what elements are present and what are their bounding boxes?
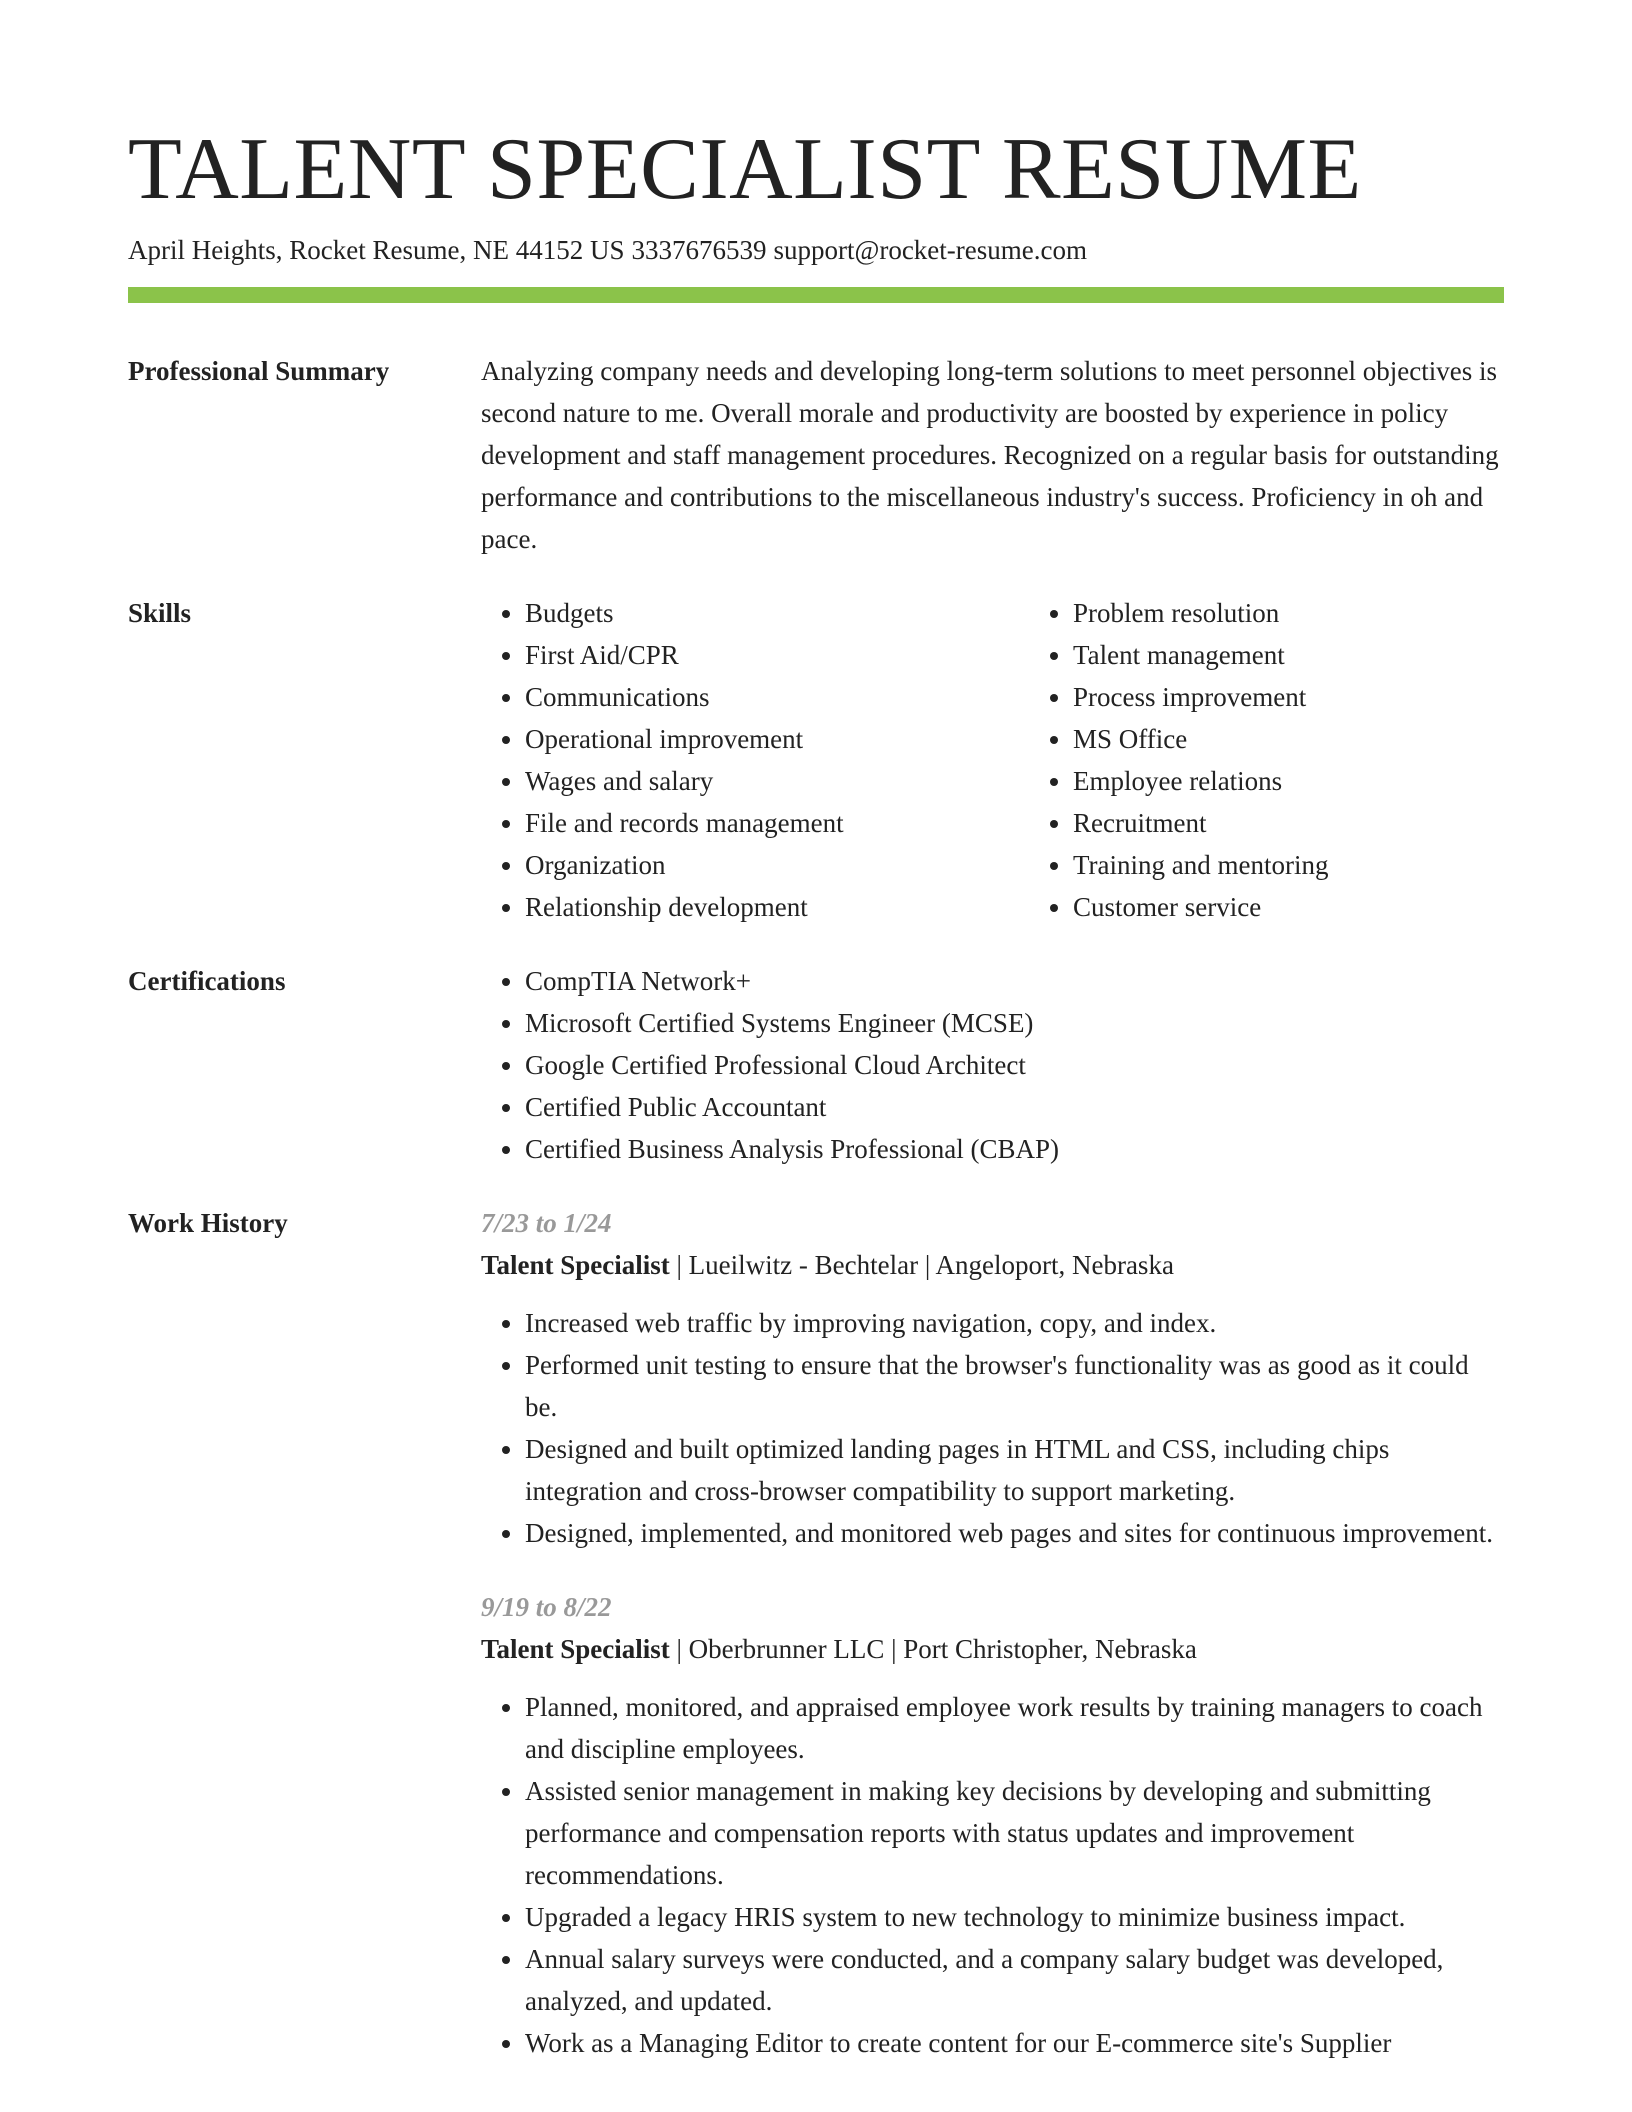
job-entry [481,1586,1504,2064]
job-dates: 9/19 to 8/22 [481,1592,612,1622]
job-bullet: • Designed and built optimized landing pages in HTML and CSS, including chips integration and cross-browser compatibility to support marketing. [525,1428,1504,1512]
skills-label: Skills [128,598,192,628]
certification-item: • Certified Business Analysis Professional (CBAP) [525,1128,1504,1170]
job-details: | Oberbrunner LLC | Port Christopher, Nebraska [669,1634,1197,1664]
skill-item: • Employee relations [1073,760,1577,802]
job-heading [481,1628,1504,1670]
skill-item: • Organization [525,844,1029,886]
job-bullet: • Work as a Managing Editor to create content for our E-commerce site's Supplier [525,2022,1504,2064]
skill-item: • First Aid/CPR [525,634,1029,676]
certifications-list [481,960,1504,1170]
skill-item: • File and records management [525,802,1029,844]
certifications-body [481,960,1504,1170]
skill-item: • MS Office [1073,718,1577,760]
job-bullet: • Planned, monitored, and appraised employee work results by training managers to coach and discipline employees. [525,1686,1504,1770]
job-bullet: • Designed, implemented, and monitored web pages and sites for continuous improvement. [525,1512,1504,1554]
job-bullets [481,1686,1504,2064]
job-bullet: • Annual salary surveys were conducted, and a company salary budget was developed, analyzed, and updated. [525,1938,1504,2022]
skill-item: • Customer service [1073,886,1577,928]
skill-item: • Operational improvement [525,718,1029,760]
work-history-body [481,1202,1504,2064]
resume-title: TALENT SPECIALIST RESUME [128,121,1362,218]
skill-item: • Training and mentoring [1073,844,1577,886]
summary-section [128,350,1504,560]
contact-line [128,232,1504,268]
job-role: Talent Specialist [481,1250,670,1280]
summary-text: Analyzing company needs and developing long-term solutions to meet personnel objectives is second nature to me. Overall morale and productivity are boosted by experience in policy development and staff management procedures. Recognized on a regular basis for outstanding performance and contributions to the miscellaneous industry's success. Proficiency in oh and pace. [481,356,1499,554]
summary-label: Professional Summary [128,356,390,386]
certification-item: • CompTIA Network+ [525,960,1504,1002]
work-history-label: Work History [128,1208,288,1238]
job-role: Talent Specialist [481,1634,670,1664]
skills-list-right [1029,592,1577,928]
skills-section [128,592,1504,928]
job-details: | Lueilwitz - Bechtelar | Angeloport, Nebraska [669,1250,1174,1280]
skill-item: • Problem resolution [1073,592,1577,634]
skill-item: • Recruitment [1073,802,1577,844]
job-bullet: • Assisted senior management in making key decisions by developing and submitting performance and compensation reports with status updates and improvement recommendations. [525,1770,1504,1896]
job-bullet: • Performed unit testing to ensure that the browser's functionality was as good as it could be. [525,1344,1504,1428]
skill-item: • Talent management [1073,634,1577,676]
job-dates: 7/23 to 1/24 [481,1208,612,1238]
job-bullets [481,1302,1504,1554]
skill-item: • Relationship development [525,886,1029,928]
skill-item: • Process improvement [1073,676,1577,718]
job-heading [481,1244,1504,1286]
skill-item: • Communications [525,676,1029,718]
contact-email: support@rocket-resume.com [773,235,1087,265]
contact-address: April Heights, Rocket Resume, NE 44152 US [128,235,625,265]
work-history-section [128,1202,1504,2064]
job-bullet: • Increased web traffic by improving navigation, copy, and index. [525,1302,1504,1344]
certification-item: • Google Certified Professional Cloud Architect [525,1044,1504,1086]
skills-list-left [481,592,1029,928]
contact-phone: 3337676539 [631,235,767,265]
skill-item: • Wages and salary [525,760,1029,802]
certifications-label: Certifications [128,966,286,996]
skill-item: • Budgets [525,592,1029,634]
certifications-section [128,960,1504,1170]
job-bullet: • Upgraded a legacy HRIS system to new technology to minimize business impact. [525,1896,1504,1938]
skills-columns [481,592,1577,928]
certification-item: • Microsoft Certified Systems Engineer (MCSE) [525,1002,1504,1044]
accent-divider [128,287,1504,303]
job-entry [481,1202,1504,1554]
certification-item: • Certified Public Accountant [525,1086,1504,1128]
